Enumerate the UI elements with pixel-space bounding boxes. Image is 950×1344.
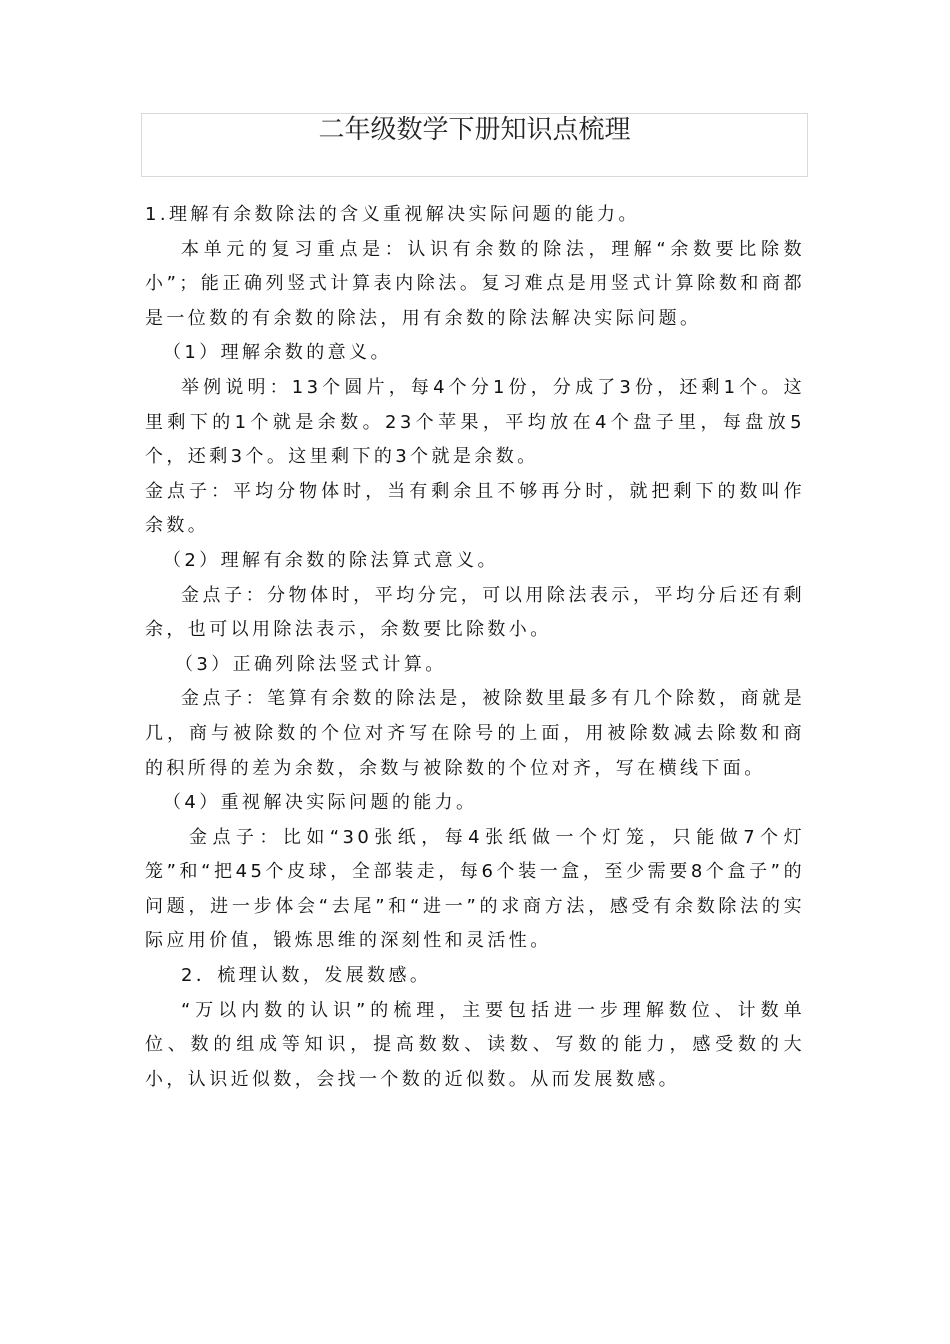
subheading-3: （3）正确列除法竖式计算。 <box>175 653 447 675</box>
subheading-4: （4）重视解决实际问题的能力。 <box>163 792 478 814</box>
subheading-2: （2）理解有余数的除法算式意义。 <box>163 549 499 571</box>
paragraph-tip-2: 金点子：分物体时，平均分完，可以用除法表示，平均分后还有剩余，也可以用除法表示，余数要比除数小。 <box>145 584 805 641</box>
subheading-1: （1）理解余数的意义。 <box>163 342 392 364</box>
paragraph-number-sense: “万以内数的认识”的梳理，主要包括进一步理解数位、计数单位、数的组成等知识，提高数数、读数、写数的能力，感受数的大小，认识近似数，会找一个数的近似数。从而发展数感。 <box>145 999 805 1090</box>
paragraph-tip-4: 金点子：比如“30张纸，每4张纸做一个灯笼，只能做7个灯笼”和“把45个皮球，全部装走，每6个装一盒，至少需要8个盒子”的问题，进一步体会“去尾”和“进一”的求商方法，感受有余数除法的实际应用价值，锻炼思维的深刻性和灵活性。 <box>145 826 805 952</box>
document-body <box>145 198 805 1097</box>
heading-section-1: 1.理解有余数除法的含义重视解决实际问题的能力。 <box>145 204 640 225</box>
paragraph-example: 举例说明：13个圆片，每4个分1份，分成了3份，还剩1个。这里剩下的1个就是余数。23个苹果，平均放在4个盘子里，每盘放5个，还剩3个。这里剩下的3个就是余数。 <box>145 376 805 468</box>
page-title: 二年级数学下册知识点梳理 <box>318 115 631 145</box>
paragraph-review-focus: 本单元的复习重点是：认识有余数的除法，理解“余数要比除数小”；能正确列竖式计算表内除法。复习难点是用竖式计算除数和商都是一位数的有余数的除法，用有余数的除法解决实际问题。 <box>145 238 805 329</box>
heading-section-2: 2．梳理认数，发展数感。 <box>181 965 432 987</box>
paragraph-tip-1: 金点子：平均分物体时，当有剩余且不够再分时，就把剩下的数叫作余数。 <box>145 480 805 537</box>
paragraph-tip-3: 金点子：笔算有余数的除法是，被除数里最多有几个除数，商就是几，商与被除数的个位对齐写在除号的上面，用被除数减去除数和商的积所得的差为余数，余数与被除数的个位对齐，写在横线下面。 <box>145 688 805 779</box>
